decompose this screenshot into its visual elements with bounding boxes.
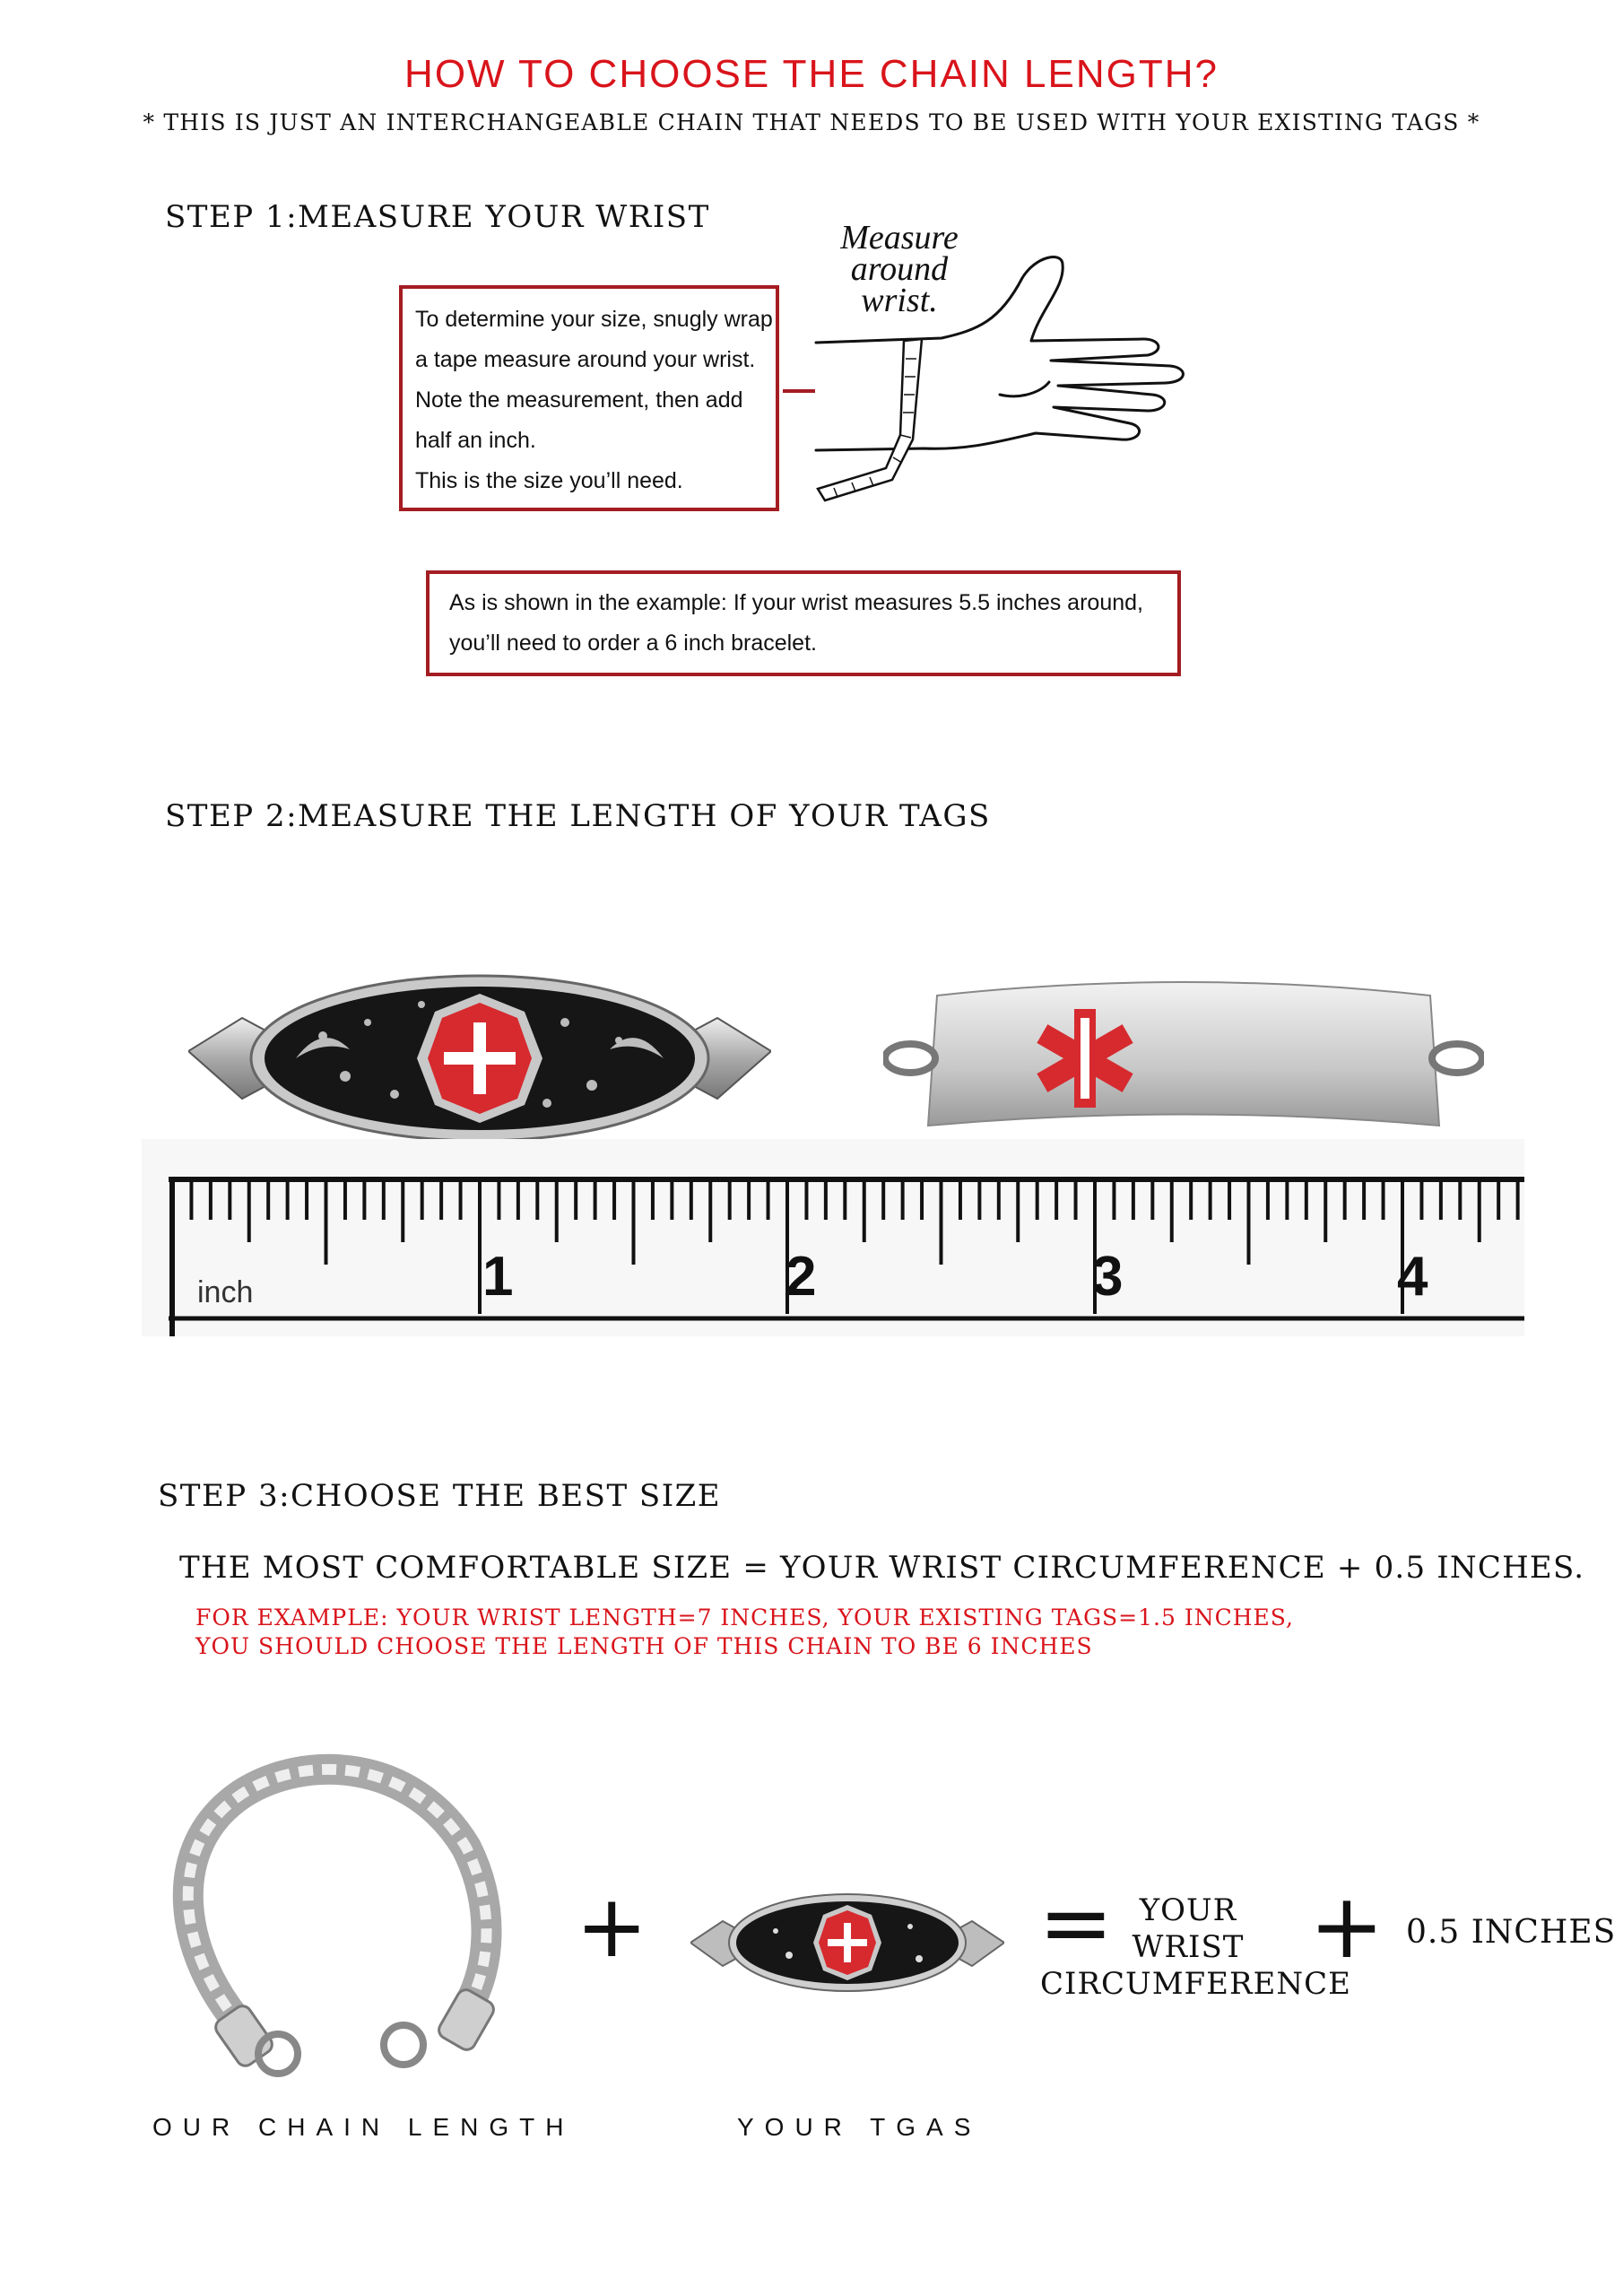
step1-heading: STEP 1:MEASURE YOUR WRIST [165,199,710,235]
size-formula: THE MOST COMFORTABLE SIZE = YOUR WRIST CIRCUMFERENCE + 0.5 INCHES. [179,1550,1585,1586]
small-ornate-tag-image [690,1891,1004,1996]
size-example [195,1604,1294,1661]
instruction-line: To determine your size, snugly wrap [415,307,773,332]
step2-heading: STEP 2:MEASURE THE LENGTH OF YOUR TAGS [165,798,991,834]
hand-caption-line: Measure [840,219,959,257]
ruler-number: 2 [785,1246,817,1308]
ruler [142,1139,1524,1336]
step1-instructions-box [399,285,779,511]
plus-sign: + [576,1876,648,1977]
ruler-number: 1 [482,1246,514,1308]
ruler-unit-label: inch [197,1275,254,1309]
example-line: As is shown in the example: If your wrist measures 5.5 inches around, [449,590,1143,615]
example-line: FOR EXAMPLE: YOUR WRIST LENGTH=7 INCHES, YOUR EXISTING TAGS=1.5 INCHES, [195,1605,1294,1631]
bar-medical-tag [883,969,1484,1148]
equation-text-line: CIRCUMFERENCE [1040,1966,1351,2002]
example-line: YOU SHOULD CHOOSE THE LENGTH OF THIS CHAIN TO BE 6 INCHES [195,1633,1093,1659]
ornate-medical-tag [188,969,771,1148]
example-line: you’ll need to order a 6 inch bracelet. [449,631,817,656]
hand-caption-line: wrist. [861,282,938,319]
plus-sign: + [1309,1874,1384,1979]
ruler-number: 4 [1397,1246,1428,1308]
ruler-number: 3 [1092,1246,1124,1308]
page-title: HOW TO CHOOSE THE CHAIN LENGTH? [404,52,1219,96]
equals-sign: = [1038,1870,1114,1975]
equation-text-line: YOUR [1139,1892,1237,1928]
wrist-circumference-label [1040,1892,1351,2003]
instruction-line: a tape measure around your wrist. [415,347,756,372]
chain-bracelet-image [143,1740,538,2090]
tape-measure-icon [818,339,922,500]
extra-inches-label: 0.5 INCHES [1406,1914,1617,1951]
ruler-graphic [142,1139,1524,1336]
step3-heading: STEP 3:CHOOSE THE BEST SIZE [158,1478,722,1514]
equation-text-line: WRIST [1132,1929,1245,1965]
instruction-line: This is the size you’ll need. [415,468,683,493]
instruction-line: half an inch. [415,428,536,453]
hand-illustration [807,215,1273,511]
hand-drawing [807,215,1273,511]
page-subtitle: * THIS IS JUST AN INTERCHANGEABLE CHAIN THAT NEEDS TO BE USED WITH YOUR EXISTING TAGS * [143,109,1480,135]
chain-caption: OUR CHAIN LENGTH [152,2113,575,2141]
tags-caption: YOUR TGAS [737,2113,982,2141]
hand-caption-line: around [850,250,949,288]
step1-example-box [426,570,1181,676]
instruction-line: Note the measurement, then add [415,387,743,413]
